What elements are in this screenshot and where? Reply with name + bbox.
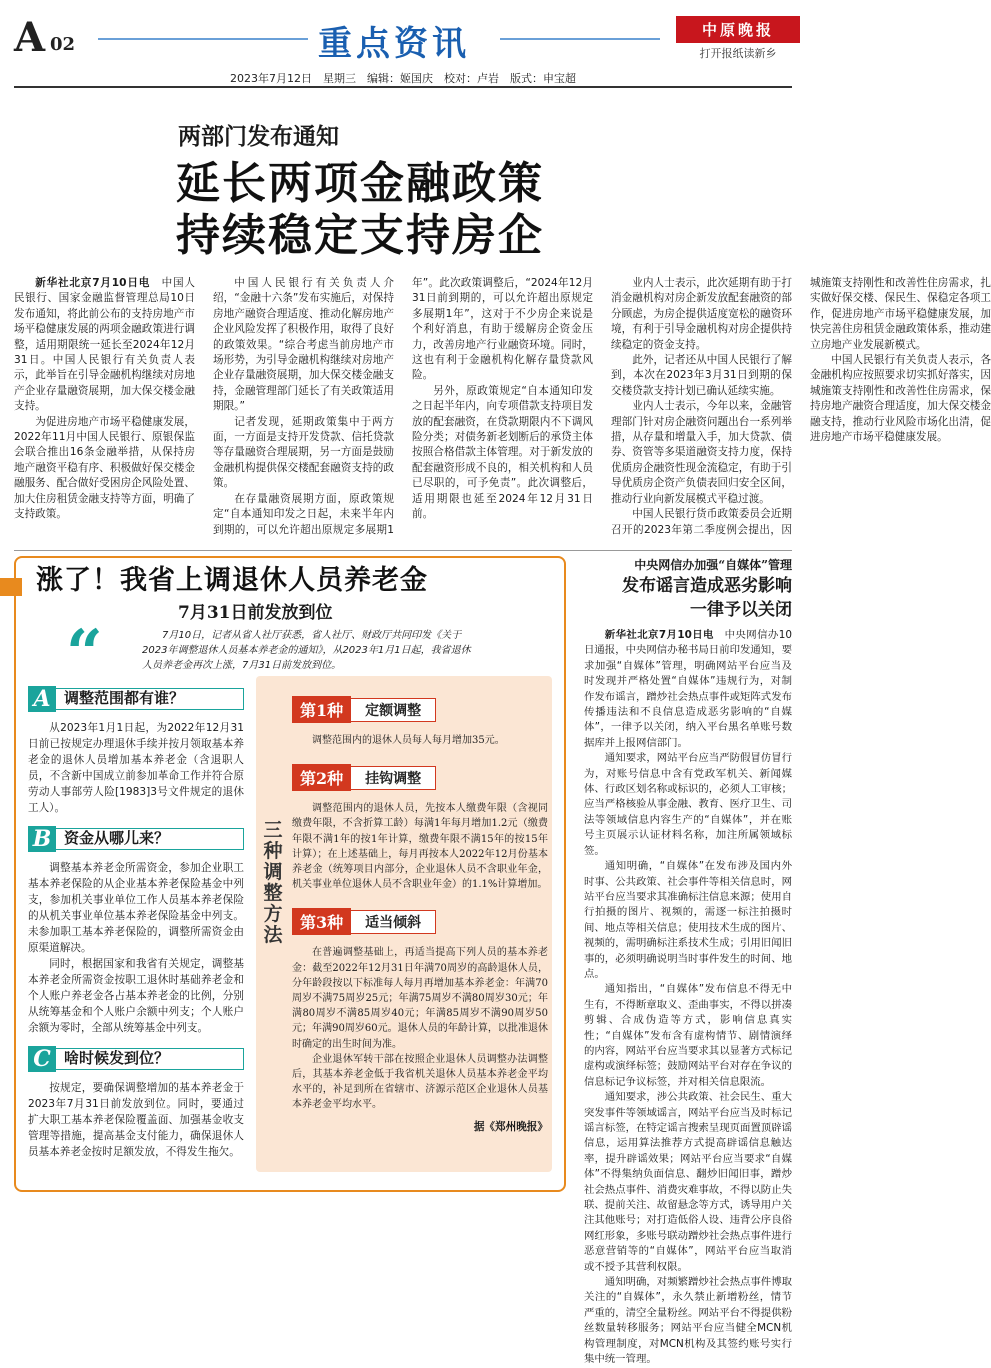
- lead-paragraph: 中国人民银行有关负责人介绍，“金融十六条”发布实施后，对保持房地产融资合理适度、推动化解房地产企业风险发挥了积极作用，取得了良好的政策效果。“综合考虑当前房地产市场形势，为引导金融机构继续对房地产企业存量融资展期，加大保交楼金融支持，金融管理部门延长了有关政策适用期限。”: [213, 277, 394, 413]
- issue-dateline: 2023年7月12日 星期三 编辑：姬国庆 校对：卢岩 版式：申宝超: [230, 72, 576, 85]
- lead-headline-line2: 持续稳定支持房企: [176, 210, 544, 261]
- pension-subtitle: 7月31日前发放到位: [178, 603, 333, 623]
- rumor-dateline: 新华社北京7月10日电: [604, 629, 714, 641]
- qa-section-body: [28, 1080, 244, 1160]
- page-letter: A: [14, 14, 46, 61]
- method-paragraph: 企业退休军转干部在按照企业退休人员调整办法调整后，其基本养老金低于我省机关退休人员基本养老金平均水平的，补足到所在省辖市、济源示范区企业退休人员基本养老金平均水平。: [292, 1053, 548, 1111]
- rumor-headline-line2: 一律予以关闭: [690, 600, 792, 620]
- method-paragraph: 调整范围内的退休人员，先按本人缴费年限（含视同缴费年限，不含折算工龄）每满1年每月增加1.2元（缴费年限不满1年的按1年计算，缴费年限不满15年的按15年计算）；在上述基础上，每月再按本人2022年12月份基本养老金（统筹项目内部分，企业退休人员不含职业年金，机关事业单位退休人员不含职业年金）的1.1%计算增加。: [292, 803, 548, 891]
- masthead: [0, 0, 806, 88]
- qa-section-label: 调整范围都有谁？: [56, 688, 244, 710]
- logo-name: 中原晚报: [676, 16, 800, 43]
- qa-section-header: [28, 826, 244, 852]
- masthead-rule-right: [500, 38, 660, 40]
- masthead-rule-left: [98, 38, 308, 40]
- qa-section-label: 资金从哪儿来？: [56, 828, 244, 850]
- lead-paragraph: 此外，记者还从中国人民银行了解到，本次在2023年3月31日到期的保交楼贷款支持计划已确认延续实施。: [611, 354, 792, 397]
- adjustment-methods-list: [292, 680, 548, 1134]
- lead-dateline: 新华社北京7月10日电: [35, 277, 151, 289]
- method-paragraph: 调整范围内的退休人员每人每月增加35元。: [312, 735, 505, 746]
- rumor-article-body: [584, 628, 792, 1366]
- qa-section-letter: A: [28, 686, 56, 712]
- rumor-headline: [584, 574, 792, 622]
- lead-paragraph: 新华社北京7月10日电 中国人民银行、国家金融监督管理总局10日发布通知，将此前公布的支持房地产市场平稳健康发展的两项金融政策进行调整，适用期限统一延长至2024年12月31日。中国人民银行有关负责人表示，此举旨在引导金融机构继续对房地产企业存量融资展期，加大保交楼金融支持。: [14, 277, 195, 413]
- method-body: [292, 945, 548, 1112]
- qa-paragraph: 调整基本养老金所需资金，参加企业职工基本养老保险的从企业基本养老保险基金中列支，参加机关事业单位工作人员基本养老保险的从机关事业单位基本养老保险基金中列支。未参加职工基本养老保险的，调整所需资金由原渠道解决。: [28, 862, 244, 954]
- lead-paragraph: 业内人士表示，此次延期有助于打消金融机构对房企新发放配套融资的部分顾虑，为房企提供适度宽松的融资环境，有利于引导金融机构对房企提供持续稳定的资金支持。: [611, 277, 792, 351]
- method-body: [292, 733, 548, 748]
- rumor-paragraph: 新华社北京7月10日电 中央网信办10日通报，中央网信办秘书局日前印发通知，要求加强“自媒体”管理，明确网站平台应当及时发现并严格处置“自媒体”违规行为，对制作发布谣言，蹭炒社会热点事件或矩阵式发布传播违法和不良信息造成恶劣影响的“自媒体”，一律予以关闭，纳入平台黑名单账号数据库并上报网信部门。: [584, 629, 792, 749]
- methods-side-char: 调: [263, 861, 283, 883]
- lead-paragraph: 中国人民银行货币政策委员会近期召开的2023年第二季度例会提出，因城施策支持刚性和改善性住房需求，扎实做好保交楼、保民生、保稳定各项工作，促进房地产市场平稳健康发展，加快完善住房租赁金融政策体系，推动建立房地产业发展新模式。: [611, 277, 991, 536]
- lead-headline-line1: 延长两项金融政策: [176, 158, 544, 209]
- pension-intro: 7月10日，记者从省人社厅获悉，省人社厅、财政厅共同印发《关于2023年调整退休人员基本养老金的通知》，从2023年1月1日起，我省退休人员养老金再次上涨，7月31日前发放到位。: [142, 630, 471, 671]
- lead-paragraph: 为促进房地产市场平稳健康发展，2022年11月中国人民银行、原银保监会联合推出16条金融举措，从保持房地产融资平稳有序、积极做好保交楼金融服务、配合做好受困房企风险处置、加大住房租赁金融支持等方面，明确了支持政策。: [14, 415, 195, 521]
- qa-section-body: [28, 860, 244, 1036]
- newspaper-logo: [676, 16, 800, 61]
- quote-mark-icon: “: [66, 616, 103, 691]
- qa-paragraph: 从2023年1月1日起，为2022年12月31日前已按规定办理退休手续并按月领取基本养老金的退休人员增加基本养老金（含退职人员，不含新中国成立前参加革命工作并符合原劳动人事部劳人险[1983]3号文件规定的退休工人）。: [28, 722, 244, 814]
- lead-kicker: 两部门发布通知: [178, 123, 339, 150]
- title-accent-bar: [0, 578, 22, 596]
- lead-headline: [176, 158, 544, 262]
- lead-paragraph: 业内人士表示，今年以来，金融管理部门针对房企融资问题出台一系列举措，从存量和增量入手，加大贷款、债券、资管等多渠道融资支持力度，保持优质房企融资性现金流稳定，有助于引导优质房企资产负债表回归安全区间，推动行业向新发展模式平稳过渡。: [611, 400, 792, 505]
- qa-section-body: [28, 720, 244, 816]
- qa-paragraph: 同时，根据国家和我省有关规定，调整基本养老金所需资金按职工退休时基础养老金和个人账户养老金各占基本养老金的比例，分别从统筹基金和个人账户余额中列支；个人账户余额为零时，全部从统筹基金中列支。: [28, 958, 244, 1034]
- method-body: [292, 801, 548, 892]
- qa-paragraph: 按规定，要确保调整增加的基本养老金于2023年7月31日前发放到位。同时，要通过扩大职工基本养老保险覆盖面、加强基金收支管理等措施，提高基金支付能力，确保退休人员基本养老金按时足额发放，不得发生拖欠。: [28, 1082, 244, 1158]
- method-header: [292, 908, 548, 935]
- methods-side-char: 三: [263, 819, 283, 841]
- qa-section-header: [28, 686, 244, 712]
- method-name: 适当倾斜: [351, 910, 436, 934]
- qa-section-letter: C: [28, 1046, 56, 1072]
- section-divider: [14, 550, 792, 551]
- methods-side-char: 法: [263, 924, 283, 946]
- rumor-paragraph: 通知明确，“自媒体”在发布涉及国内外时事、公共政策、社会事件等相关信息时，网站平台应当要求其准确标注信息来源；使用自行拍摄的图片、视频的，需逐一标注拍摄时间、地点等相关信息；使用技术生成的图片、视频的，需明确标注系技术生成；引用旧闻旧事的，必须明确说明当时事件发生的时间、地点。: [584, 860, 792, 980]
- method-name: 挂钩调整: [351, 766, 436, 790]
- pension-title: 涨了！我省上调退休人员养老金: [36, 565, 428, 596]
- rumor-headline-line1: 发布谣言造成恶劣影响: [622, 576, 792, 596]
- rumor-paragraph: 通知明确，对频繁蹭炒社会热点事件博取关注的“自媒体”，永久禁止新增粉丝，情节严重的，清空全量粉丝。网站平台不得提供粉丝数量转移服务；网站平台应当健全MCN机构管理制度，对MCN机构及其签约账号实行集中统一管理。: [584, 1276, 792, 1366]
- method-header: [292, 764, 548, 791]
- lead-paragraph: 记者发现，延期政策集中于两方面，一方面是支持开发贷款、信托贷款等存量融资合理展期，另一方面是鼓励金融机构提供保交楼配套融资支持的政策。: [213, 415, 394, 490]
- method-badge: 第1种: [292, 696, 351, 723]
- lead-paragraph: 中国人民银行有关负责人表示，各金融机构应按照要求切实抓好落实，因城施策支持刚性和改善性住房需求，保持房地产融资合理适度，加大保交楼金融支持，推动行业风险市场化出清，促进房地产市场平稳健康发展。: [810, 354, 991, 444]
- lead-paragraph: 在存量融资展期方面，原政策规定“自本通知印发之日起，未来半年内到期的，可以允许超出原规定多展期1年”。此次政策调整后，“2024年12月31日前到期的，可以允许超出原规定多展期1年”，这对于不少房企来说是个利好消息，有助于缓解房企资金压力，改善房地产行业融资环境。同时，这也有利于金融机构化解存量贷款风险。: [213, 277, 593, 536]
- methods-side-char: 整: [263, 882, 283, 904]
- method-badge: 第3种: [292, 908, 351, 935]
- lead-article-body: [14, 276, 991, 544]
- masthead-divider: [14, 86, 792, 88]
- logo-slogan: 打开报纸读新乡: [699, 47, 777, 60]
- qa-section-label: 啥时候发到位？: [56, 1048, 244, 1070]
- method-paragraph: 在普遍调整基础上，再适当提高下列人员的基本养老金：截至2022年12月31日年满70周岁的高龄退休人员，分年龄段按以下标准每人每月再增加基本养老金：年满70周岁不满75周岁25元；年满75周岁不满80周岁30元；年满80周岁不满85周岁40元；年满85周岁不满90周岁50元；年满90周岁60元。退休人员的年龄计算，以批准退休时确定的出生时间为准。: [292, 947, 548, 1050]
- page-number: 02: [50, 34, 76, 55]
- rumor-kicker: 中央网信办加强“自媒体”管理: [634, 558, 792, 572]
- methods-side-char: 种: [263, 840, 283, 862]
- method-name: 定额调整: [351, 698, 436, 722]
- rumor-paragraph: 通知要求，网站平台应当严防假冒仿冒行为，对账号信息中含有党政军机关、新闻媒体、行政区划名称或标识的，必须人工审核；应当严格核验从事金融、教育、医疗卫生、司法等领域信息内容生产的“自媒体”，并在账号主页展示认证材料名称，加注所属领域标签。: [584, 752, 792, 857]
- qa-section-header: [28, 1046, 244, 1072]
- method-badge: 第2种: [292, 764, 351, 791]
- methods-side-label: [258, 820, 288, 946]
- lead-paragraph: 另外，原政策规定“自本通知印发之日起半年内，向专项借款支持项目发放的配套融资，在贷款期限内不下调风险分类；对债务新老划断后的承贷主体按照合格借款主体管理。对于新发放的配套融资形成不良的，相关机构和人员已尽职的，可予免责”。此次调整后，适用期限也延至2024年12月31日前。: [412, 384, 593, 521]
- section-title: 重点资讯: [318, 24, 470, 64]
- qa-section-letter: B: [28, 826, 56, 852]
- source-credit: 据《郑州晚报》: [473, 1120, 548, 1133]
- rumor-paragraph: 通知要求，涉公共政策、社会民生、重大突发事件等领域谣言，网站平台应当及时标记谣言标签，在特定谣言搜索呈现页面置顶辟谣信息，运用算法推荐方式提高辟谣信息触达率，提升辟谣效果；网站平台应当要求“自媒体”不得集纳负面信息、翻炒旧闻旧事，蹭炒社会热点事件、消费灾难事故，不得以防止失联、提前关注、故留悬念等方式，诱导用户关注其他账号；对打造低俗人设、违背公序良俗网红形象，多账号联动蹭炒社会热点事件进行恶意营销等的“自媒体”，网站平台应当取消或不授予其营利权限。: [584, 1091, 792, 1273]
- pension-qa-column: [28, 686, 244, 1170]
- rumor-paragraph: 通知指出，“自媒体”发布信息不得无中生有，不得断章取义、歪曲事实，不得以拼凑剪辑、合成伪造等方式，影响信息真实性；“自媒体”发布含有虚构情节、剧情演绎的内容，网站平台应当要求其以显著方式标记虚构或演绎标签；鼓励网站平台对存在争议的信息标记争议标签，并对相关信息限流。: [584, 983, 792, 1088]
- method-header: [292, 696, 548, 723]
- methods-side-char: 方: [263, 903, 283, 925]
